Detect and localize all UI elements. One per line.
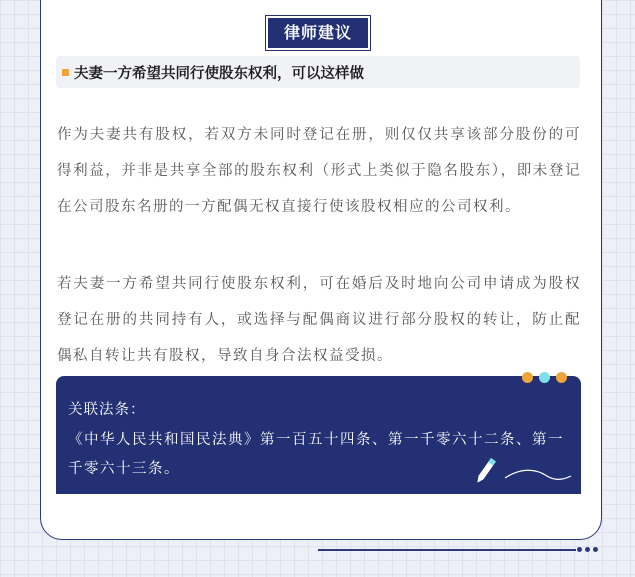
- related-law-text: 《中华人民共和国民法典》第一百五十四条、第一千零六十二条、第一千零六十三条。: [68, 432, 564, 477]
- subheading-text: 夫妻一方希望共同行使股东权利，可以这样做: [74, 65, 364, 82]
- section-title-badge: 律师建议: [268, 18, 368, 48]
- decorative-dots: [522, 372, 567, 383]
- related-law-label: 关联法条：: [68, 402, 146, 418]
- footer-dot: [577, 547, 582, 552]
- dot-orange-2: [556, 372, 567, 383]
- related-law-box: [56, 376, 581, 494]
- paragraph-2: 若夫妻一方希望共同行使股东权利，可在婚后及时地向公司申请成为股权登记在册的共同持有人，或选择与配偶商议进行部分股权的转让，防止配偶私自转让共有股权，导致自身合法权益受损。: [57, 276, 581, 364]
- square-bullet-icon: [62, 69, 69, 76]
- footer-dots: [577, 547, 598, 552]
- footer-dot: [593, 547, 598, 552]
- dot-cyan: [539, 372, 550, 383]
- dot-orange-1: [522, 372, 533, 383]
- pen-icon: [475, 454, 575, 490]
- footer-line: [318, 549, 576, 551]
- footer-dot: [585, 547, 590, 552]
- paragraph-1: 作为夫妻共有股权，若双方未同时登记在册，则仅仅共享该部分股份的可得利益，并非是共享全部的股东权利（形式上类似于隐名股东），即未登记在公司股东名册的一方配偶无权直接行使该股权相应的公司权利。: [57, 127, 581, 215]
- subheading-bar: [56, 56, 580, 88]
